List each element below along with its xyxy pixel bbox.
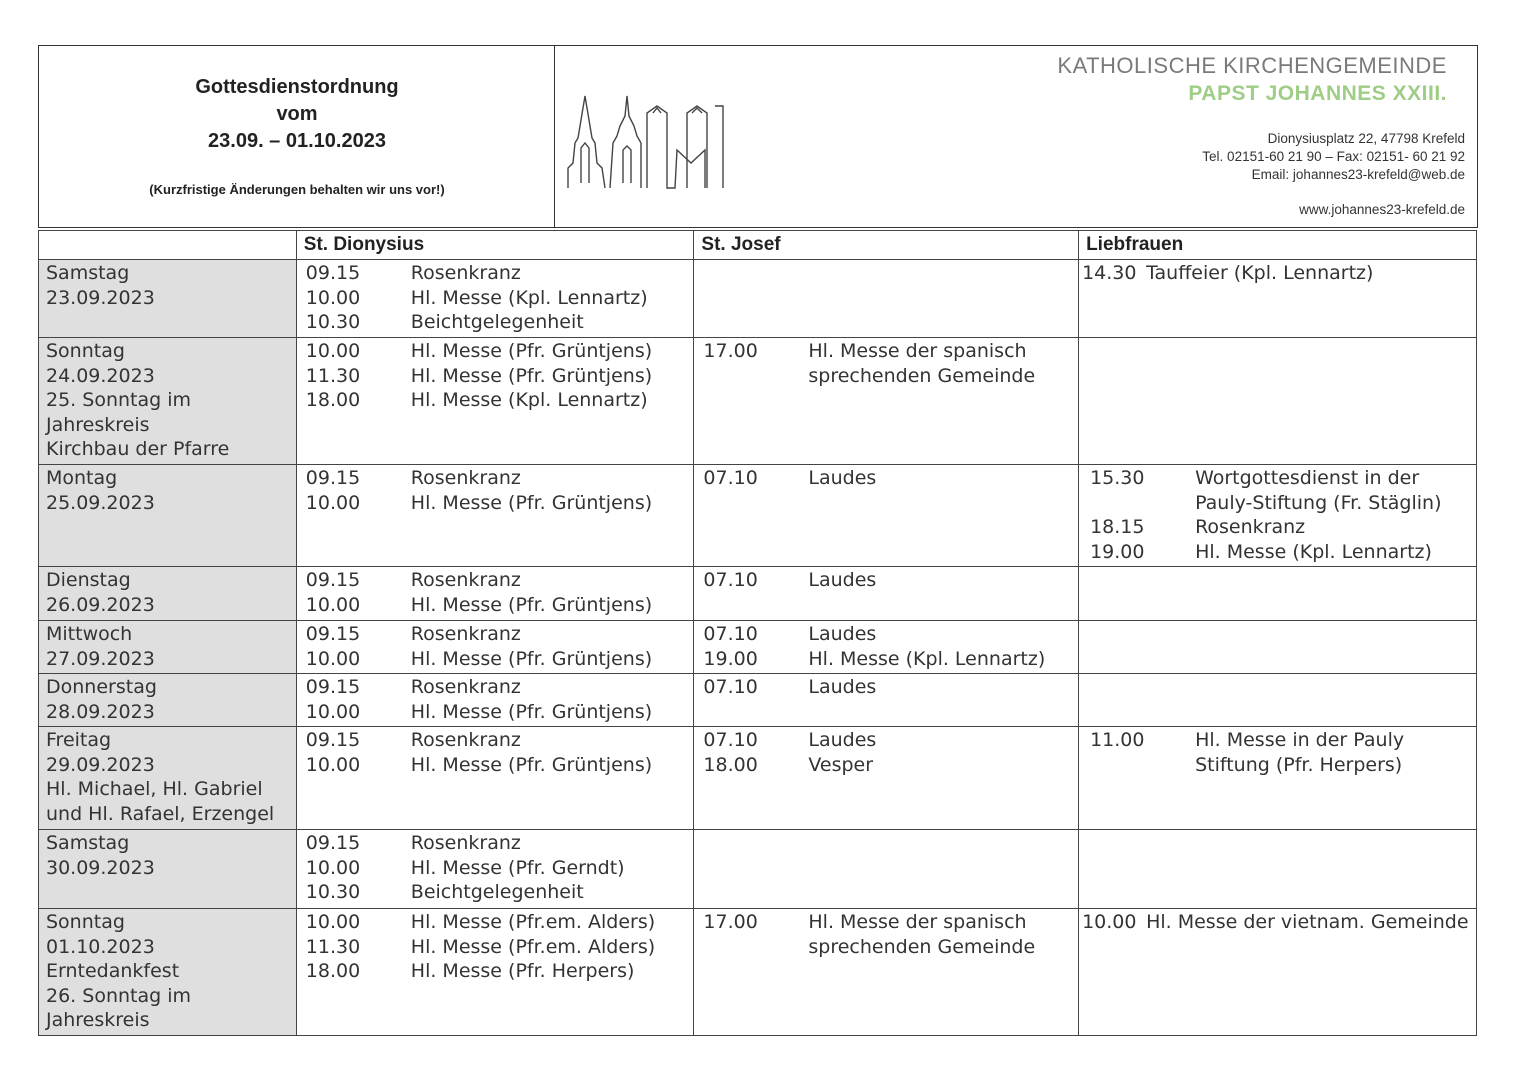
events-josef — [694, 727, 1079, 830]
event-line — [306, 593, 694, 618]
event-time: 11.30 — [305, 935, 361, 958]
event-time: 10.00 — [305, 911, 361, 933]
event-time: 09.15 — [305, 623, 361, 645]
event-time: 18.00 — [305, 389, 361, 411]
event-time: 14.30 — [1082, 262, 1137, 284]
day-line: 24.09.2023 — [46, 364, 155, 387]
event-time: 19.00 — [703, 647, 758, 670]
event-line — [306, 339, 694, 364]
events-liebfrauen — [1079, 621, 1477, 674]
day-line: Montag — [46, 467, 118, 489]
event-description: Rosenkranz — [410, 569, 521, 591]
events-liebfrauen — [1079, 465, 1477, 567]
event-description: Laudes — [808, 569, 877, 591]
event-time: 10.00 — [305, 647, 361, 670]
day-line: Freitag — [46, 729, 112, 751]
event-description: Hl. Messe (Pfr. Grüntjens) — [410, 491, 653, 514]
event-time: 09.15 — [305, 262, 361, 284]
event-time: 10.00 — [305, 491, 361, 514]
event-line — [306, 491, 694, 516]
event-time: 19.00 — [1090, 540, 1145, 563]
event-line — [703, 728, 1078, 753]
event-time: 18.00 — [305, 960, 361, 982]
phone: Tel. 02151-60 21 90 – Fax: 02151- 60 21 92 — [1202, 149, 1465, 164]
event-line — [703, 466, 1078, 491]
schedule-row — [39, 727, 1477, 830]
event-description: Hl. Messe (Pfr. Grüntjens) — [410, 340, 653, 362]
event-line — [703, 364, 1078, 389]
day-cell — [39, 830, 297, 909]
event-line — [306, 261, 694, 286]
events-josef — [694, 567, 1079, 621]
event-description: Rosenkranz — [410, 262, 521, 284]
events-josef — [694, 465, 1079, 567]
day-line: Sonntag — [46, 340, 125, 362]
event-line — [1082, 910, 1476, 935]
page-header — [38, 45, 1478, 228]
title-vom: vom — [276, 103, 318, 125]
event-time: 10.00 — [305, 286, 361, 309]
events-liebfrauen — [1079, 338, 1477, 465]
day-line: Samstag — [46, 262, 130, 284]
title-block — [39, 46, 555, 227]
event-description: Hl. Messe (Kpl. Lennartz) — [808, 647, 1046, 670]
event-line — [1090, 515, 1476, 540]
day-cell — [39, 621, 297, 674]
events-liebfrauen — [1079, 674, 1477, 727]
event-line — [1090, 728, 1476, 753]
event-line — [306, 831, 694, 856]
event-description: Stiftung (Pfr. Herpers) — [1195, 753, 1403, 776]
event-line — [1082, 261, 1476, 286]
event-time: 10.00 — [305, 856, 361, 879]
church-towers-logo-icon — [565, 88, 730, 198]
event-description: Beichtgelegenheit — [410, 311, 584, 333]
events-josef — [694, 674, 1079, 727]
events-josef — [694, 621, 1079, 674]
event-line — [703, 753, 1078, 778]
event-line — [306, 910, 694, 935]
event-time: 17.00 — [703, 340, 758, 362]
event-time: 10.00 — [1082, 911, 1137, 933]
event-description: Laudes — [808, 623, 877, 645]
event-line — [703, 675, 1078, 700]
events-dionysius — [296, 674, 694, 727]
event-line — [1090, 540, 1476, 565]
event-description: Hl. Messe (Pfr.em. Alders) — [410, 935, 656, 958]
events-dionysius — [296, 567, 694, 621]
events-dionysius — [296, 465, 694, 567]
schedule-row — [39, 567, 1477, 621]
event-description: Hl. Messe (Kpl. Lennartz) — [410, 389, 648, 411]
event-line — [1090, 491, 1476, 516]
events-dionysius — [296, 830, 694, 909]
event-description: Hl. Messe (Pfr. Herpers) — [410, 960, 635, 982]
events-dionysius — [296, 338, 694, 465]
day-line: 27.09.2023 — [46, 647, 155, 670]
event-description: sprechenden Gemeinde — [808, 364, 1036, 387]
day-line: Mittwoch — [46, 623, 133, 645]
day-line: Kirchbau der Pfarre — [46, 438, 230, 460]
event-line — [306, 466, 694, 491]
event-description: Hl. Messe (Pfr.em. Alders) — [410, 911, 656, 933]
event-line — [1090, 753, 1476, 778]
event-line — [1090, 466, 1476, 491]
event-line — [703, 568, 1078, 593]
event-time: 10.30 — [305, 881, 361, 903]
day-line: 26.09.2023 — [46, 593, 155, 616]
event-time: 07.10 — [703, 729, 758, 751]
column-header-liebfrauen: Liebfrauen — [1079, 231, 1477, 260]
event-description: Laudes — [808, 467, 877, 489]
events-josef — [694, 338, 1079, 465]
event-description: Hl. Messe in der Pauly — [1195, 729, 1405, 751]
event-time: 07.10 — [703, 569, 758, 591]
day-line: Jahreskreis — [46, 1009, 150, 1031]
event-line — [703, 647, 1078, 672]
event-time: 15.30 — [1090, 467, 1145, 489]
day-line: und Hl. Rafael, Erzengel — [46, 802, 275, 825]
page-title: Gottesdienstordnung — [195, 76, 399, 98]
day-line: Jahreskreis — [46, 413, 150, 436]
event-time: 09.15 — [305, 676, 361, 698]
events-dionysius — [296, 260, 694, 338]
event-time: 07.10 — [703, 467, 758, 489]
day-line: 25. Sonntag im — [46, 389, 192, 411]
day-cell — [39, 674, 297, 727]
day-line: 26. Sonntag im — [46, 984, 192, 1007]
day-line: Donnerstag — [46, 676, 157, 698]
event-line — [306, 310, 694, 335]
event-time: 10.00 — [305, 340, 361, 362]
day-cell — [39, 909, 297, 1036]
events-liebfrauen — [1079, 567, 1477, 621]
column-header-josef: St. Josef — [694, 231, 1079, 260]
event-description: Rosenkranz — [410, 467, 521, 489]
schedule-row — [39, 830, 1477, 909]
event-description: Hl. Messe (Pfr. Grüntjens) — [410, 647, 653, 670]
event-time: 07.10 — [703, 676, 758, 698]
event-line — [306, 959, 694, 984]
day-cell — [39, 260, 297, 338]
event-description: Beichtgelegenheit — [410, 881, 584, 903]
schedule-row — [39, 674, 1477, 727]
events-josef — [694, 830, 1079, 909]
event-line — [306, 647, 694, 672]
event-line — [703, 935, 1078, 960]
event-time: 10.30 — [305, 311, 361, 333]
change-note: (Kurzfristige Änderungen behalten wir uns vor!) — [149, 182, 445, 197]
day-line: Dienstag — [46, 569, 131, 591]
day-cell — [39, 338, 297, 465]
event-time: 10.00 — [305, 700, 361, 723]
day-line: 01.10.2023 — [46, 935, 155, 958]
event-time: 17.00 — [703, 911, 758, 933]
event-time: 09.15 — [305, 569, 361, 591]
event-line — [703, 339, 1078, 364]
day-line: 29.09.2023 — [46, 753, 155, 776]
column-header-row — [39, 231, 1477, 260]
church-name: KATHOLISCHE KIRCHENGEMEINDE — [1057, 53, 1447, 78]
event-description: Tauffeier (Kpl. Lennartz) — [1146, 262, 1374, 284]
event-description: Hl. Messe (Kpl. Lennartz) — [410, 286, 648, 309]
date-range: 23.09. – 01.10.2023 — [208, 130, 386, 152]
day-cell — [39, 465, 297, 567]
event-description: sprechenden Gemeinde — [808, 935, 1036, 958]
event-line — [306, 856, 694, 881]
event-description: Hl. Messe (Pfr. Grüntjens) — [410, 364, 653, 387]
event-time: 07.10 — [703, 623, 758, 645]
events-liebfrauen — [1079, 727, 1477, 830]
event-time: 18.15 — [1090, 516, 1145, 538]
event-description: Pauly-Stiftung (Fr. Stäglin) — [1195, 491, 1442, 514]
event-line — [306, 700, 694, 725]
events-dionysius — [296, 621, 694, 674]
event-time: 11.30 — [305, 364, 361, 387]
event-description: Hl. Messe der spanisch — [808, 911, 1027, 933]
event-description: Wortgottesdienst in der — [1195, 467, 1420, 489]
event-description: Rosenkranz — [1195, 516, 1306, 538]
column-header-day — [39, 231, 297, 260]
event-description: Vesper — [808, 753, 874, 776]
event-description: Hl. Messe (Pfr. Grüntjens) — [410, 753, 653, 776]
day-line: 23.09.2023 — [46, 286, 155, 309]
event-description: Rosenkranz — [410, 623, 521, 645]
day-line: 28.09.2023 — [46, 700, 155, 723]
address: Dionysiusplatz 22, 47798 Krefeld — [1267, 131, 1465, 146]
event-description: Rosenkranz — [410, 832, 521, 854]
day-line: Hl. Michael, Hl. Gabriel — [46, 778, 263, 800]
events-dionysius — [296, 727, 694, 830]
event-line — [306, 364, 694, 389]
email: Email: johannes23-krefeld@web.de — [1251, 167, 1465, 182]
parish-name: PAPST JOHANNES XXIII. — [1188, 82, 1447, 105]
event-description: Rosenkranz — [410, 729, 521, 751]
event-line — [306, 935, 694, 960]
event-description: Laudes — [808, 729, 877, 751]
event-line — [703, 910, 1078, 935]
event-line — [703, 622, 1078, 647]
event-line — [306, 753, 694, 778]
events-josef — [694, 909, 1079, 1036]
event-time: 10.00 — [305, 753, 361, 776]
event-time: 10.00 — [305, 593, 361, 616]
event-line — [306, 622, 694, 647]
day-line: Samstag — [46, 832, 130, 854]
schedule-row — [39, 465, 1477, 567]
schedule-row — [39, 338, 1477, 465]
event-description: Hl. Messe (Kpl. Lennartz) — [1195, 540, 1432, 563]
day-line: 30.09.2023 — [46, 856, 155, 879]
schedule-row — [39, 621, 1477, 674]
schedule-row — [39, 260, 1477, 338]
day-cell — [39, 727, 297, 830]
day-line: Erntedankfest — [46, 960, 180, 982]
event-line — [306, 286, 694, 311]
event-line — [306, 728, 694, 753]
event-description: Hl. Messe der spanisch — [808, 340, 1027, 362]
events-liebfrauen — [1079, 909, 1477, 1036]
event-description: Hl. Messe (Pfr. Grüntjens) — [410, 700, 653, 723]
events-liebfrauen — [1079, 830, 1477, 909]
events-josef — [694, 260, 1079, 338]
event-line — [306, 568, 694, 593]
event-time: 09.15 — [305, 729, 361, 751]
day-cell — [39, 567, 297, 621]
events-dionysius — [296, 909, 694, 1036]
event-time: 09.15 — [305, 467, 361, 489]
column-header-dionysius: St. Dionysius — [296, 231, 694, 260]
event-line — [306, 880, 694, 905]
day-line: 25.09.2023 — [46, 491, 155, 514]
event-time: 09.15 — [305, 832, 361, 854]
event-time: 18.00 — [703, 753, 758, 776]
day-line: Sonntag — [46, 911, 125, 933]
event-line — [306, 388, 694, 413]
event-description: Laudes — [808, 676, 877, 698]
event-time: 11.00 — [1090, 729, 1145, 751]
website: www.johannes23-krefeld.de — [1299, 202, 1465, 217]
event-line — [306, 675, 694, 700]
schedule-row — [39, 909, 1477, 1036]
event-description: Rosenkranz — [410, 676, 521, 698]
schedule-table — [38, 230, 1477, 1036]
event-description: Hl. Messe (Pfr. Gerndt) — [410, 856, 625, 879]
events-liebfrauen — [1079, 260, 1477, 338]
event-description: Hl. Messe der vietnam. Gemeinde — [1146, 911, 1469, 933]
event-description: Hl. Messe (Pfr. Grüntjens) — [410, 593, 653, 616]
